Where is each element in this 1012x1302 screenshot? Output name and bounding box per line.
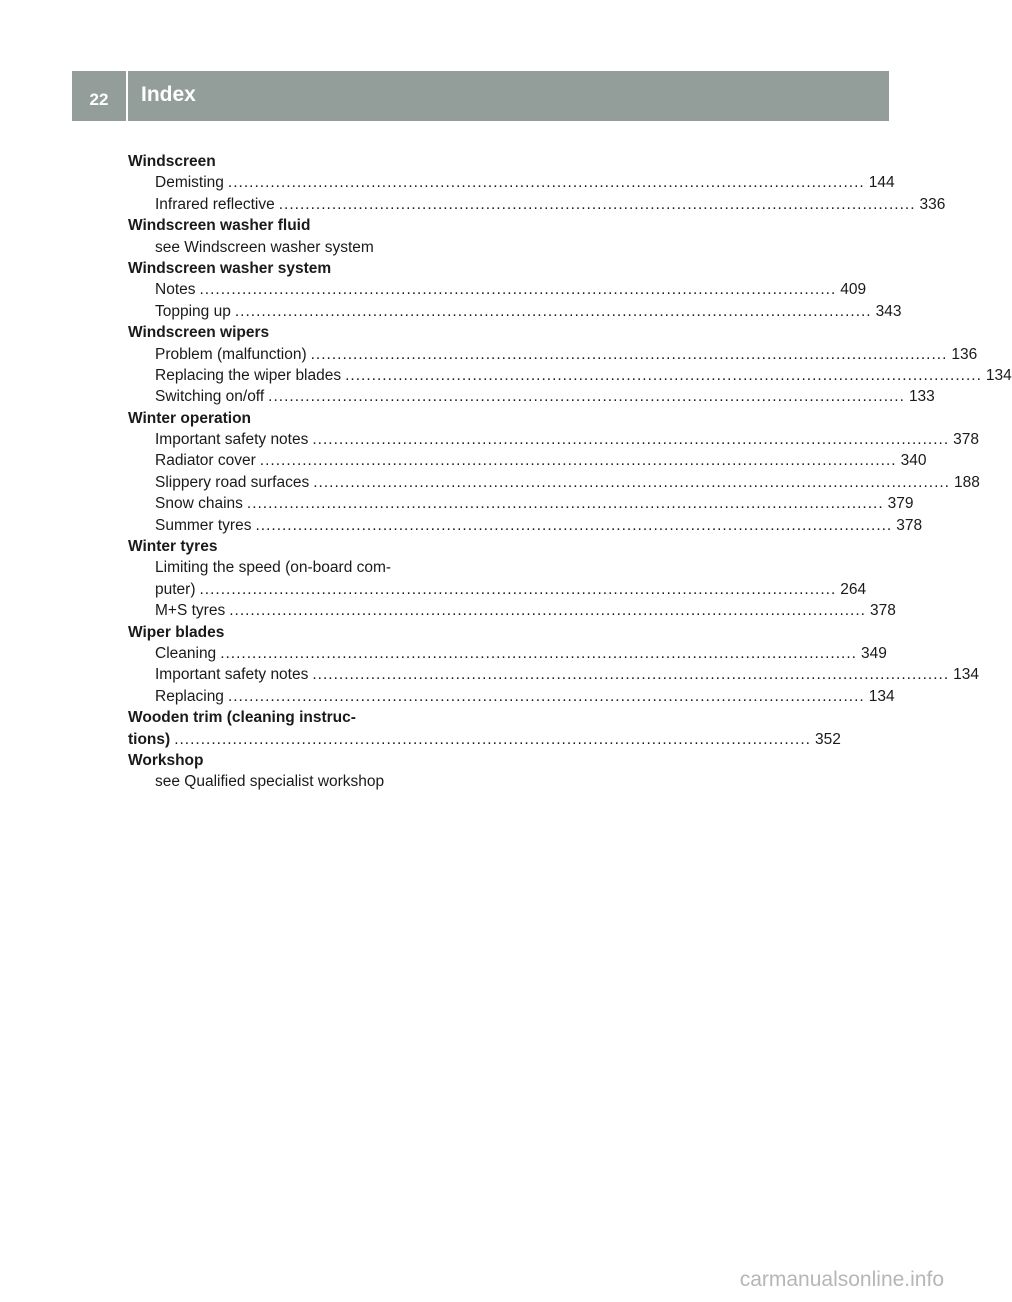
entry-label: tions) bbox=[128, 730, 171, 748]
index-subentry bbox=[128, 279, 867, 300]
index-heading bbox=[128, 750, 459, 771]
entry-label: Wooden trim (cleaning instruc- bbox=[128, 709, 356, 727]
leader-dots: ........................................................................................................................ bbox=[229, 602, 866, 620]
index-heading bbox=[128, 215, 459, 236]
index-heading bbox=[128, 622, 459, 643]
index-subentry bbox=[128, 450, 927, 471]
entry-label: Infrared reflective bbox=[155, 195, 275, 213]
entry-page: 134 bbox=[868, 687, 895, 705]
entry-page: 409 bbox=[840, 281, 867, 299]
entry-label: Radiator cover bbox=[155, 452, 256, 470]
entry-label: Important safety notes bbox=[155, 431, 309, 449]
entry-label: Windscreen bbox=[128, 153, 216, 170]
entry-label: M+S tyres bbox=[155, 602, 226, 620]
entry-label: Important safety notes bbox=[155, 666, 309, 684]
index-heading bbox=[128, 322, 459, 343]
entry-page: 379 bbox=[887, 495, 914, 513]
leader-dots: ........................................................................................................................ bbox=[310, 345, 948, 363]
entry-page: 378 bbox=[896, 516, 923, 534]
entry-label: Windscreen washer system bbox=[128, 259, 332, 277]
leader-dots: ........................................................................................................................ bbox=[220, 644, 857, 662]
section-title: Index bbox=[141, 83, 196, 106]
leader-dots: ........................................................................................................................ bbox=[227, 174, 865, 192]
leader-dots: ........................................................................................................................ bbox=[227, 687, 865, 705]
entry-page: 349 bbox=[860, 644, 887, 662]
entry-label: Snow chains bbox=[155, 495, 243, 513]
page-header bbox=[72, 71, 889, 121]
index-subentry bbox=[128, 643, 887, 664]
entry-label: Replacing bbox=[155, 687, 224, 705]
leader-dots: ........................................................................................................................ bbox=[313, 473, 950, 491]
entry-label: see Qualified specialist workshop bbox=[155, 773, 385, 791]
index-subentry bbox=[128, 386, 935, 407]
index-subentry bbox=[128, 771, 459, 792]
leader-dots: ........................................................................................................................ bbox=[259, 452, 897, 470]
index-heading bbox=[128, 151, 459, 172]
entry-label: Windscreen washer fluid bbox=[128, 217, 311, 235]
header-divider bbox=[126, 71, 128, 121]
index-subentry bbox=[128, 429, 980, 450]
index-subentry bbox=[128, 365, 1012, 386]
leader-dots: ........................................................................................................................ bbox=[199, 281, 837, 299]
entry-label: puter) bbox=[155, 580, 196, 598]
entry-label: Topping up bbox=[155, 302, 231, 320]
entry-label: Slippery road surfaces bbox=[155, 473, 310, 491]
index-subentry bbox=[128, 472, 980, 493]
entry-page: 188 bbox=[954, 473, 980, 491]
entry-page: 378 bbox=[953, 431, 980, 449]
index-subentry bbox=[128, 493, 914, 514]
leader-dots: ........................................................................................................................ bbox=[345, 366, 982, 384]
index-heading bbox=[128, 707, 459, 728]
index-list bbox=[128, 151, 1012, 793]
entry-label: Problem (malfunction) bbox=[155, 345, 307, 363]
entry-label: Cleaning bbox=[155, 644, 217, 662]
entry-label: Limiting the speed (on-board com- bbox=[155, 559, 392, 577]
entry-page: 343 bbox=[875, 302, 902, 320]
entry-label: Winter tyres bbox=[128, 538, 218, 556]
watermark: carmanualsonline.info bbox=[739, 1268, 944, 1291]
entry-label: Winter operation bbox=[128, 409, 252, 427]
leader-dots: ........................................................................................................................ bbox=[312, 431, 950, 449]
entry-page: 134 bbox=[985, 366, 1012, 384]
index-heading bbox=[128, 536, 459, 557]
leader-dots: ........................................................................................................................ bbox=[255, 516, 893, 534]
entry-label: Switching on/off bbox=[155, 388, 265, 406]
entry-page: 264 bbox=[840, 580, 867, 598]
entry-page: 136 bbox=[951, 345, 978, 363]
entry-page: 378 bbox=[869, 602, 896, 620]
index-heading bbox=[128, 729, 841, 750]
index-subentry bbox=[128, 237, 459, 258]
entry-label: Summer tyres bbox=[155, 516, 252, 534]
leader-dots: ........................................................................................................................ bbox=[199, 580, 837, 598]
index-subentry bbox=[128, 664, 980, 685]
leader-dots: ........................................................................................................................ bbox=[268, 388, 905, 406]
index-subentry bbox=[128, 579, 867, 600]
leader-dots: ........................................................................................................................ bbox=[312, 666, 950, 684]
entry-label: Notes bbox=[155, 281, 196, 299]
index-subentry bbox=[128, 172, 895, 193]
leader-dots: ........................................................................................................................ bbox=[234, 302, 872, 320]
entry-page: 336 bbox=[919, 195, 946, 213]
leader-dots: ........................................................................................................................ bbox=[246, 495, 884, 513]
leader-dots: ........................................................................................................................ bbox=[174, 730, 811, 748]
entry-label: Wiper blades bbox=[128, 623, 225, 641]
index-subentry bbox=[128, 686, 895, 707]
entry-label: see Windscreen washer system bbox=[155, 238, 374, 256]
entry-page: 144 bbox=[868, 174, 895, 192]
entry-label: Workshop bbox=[128, 751, 204, 769]
index-heading bbox=[128, 258, 459, 279]
entry-label: Replacing the wiper blades bbox=[155, 366, 342, 384]
page-number: 22 bbox=[89, 90, 109, 109]
index-subentry bbox=[128, 344, 978, 365]
entry-page: 133 bbox=[908, 388, 935, 406]
index-subentry bbox=[128, 194, 946, 215]
entry-label: Windscreen wipers bbox=[128, 324, 270, 342]
index-subentry bbox=[128, 515, 923, 536]
leader-dots: ........................................................................................................................ bbox=[278, 195, 916, 213]
entry-label: Demisting bbox=[155, 174, 224, 192]
entry-page: 340 bbox=[900, 452, 927, 470]
index-subentry bbox=[128, 600, 896, 621]
entry-page: 352 bbox=[814, 730, 841, 748]
index-subentry bbox=[128, 301, 902, 322]
entry-page: 134 bbox=[953, 666, 980, 684]
index-subentry bbox=[128, 557, 459, 578]
index-heading bbox=[128, 408, 459, 429]
